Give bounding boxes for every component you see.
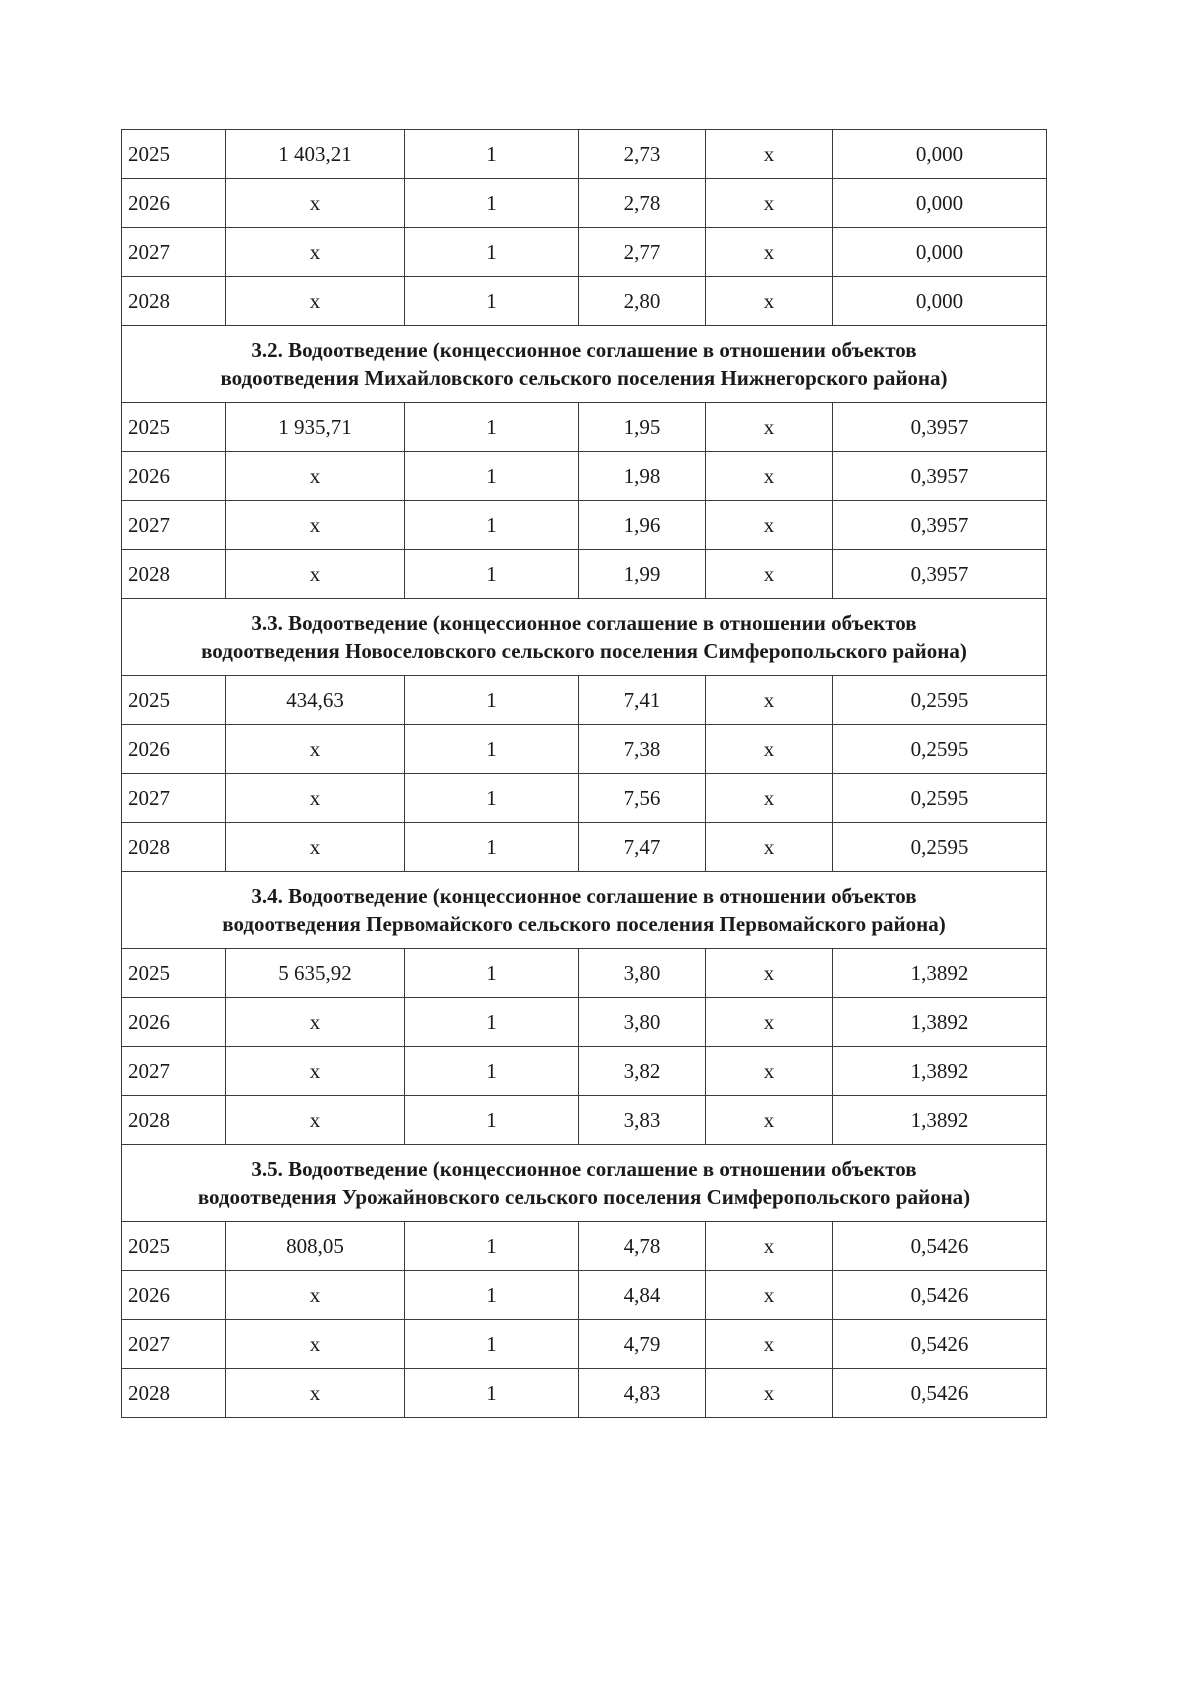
value-cell: 1,98 [579, 452, 706, 501]
section-heading-row [122, 872, 1047, 949]
value-cell: 1 [405, 823, 579, 872]
value-cell: 0,000 [833, 277, 1047, 326]
value-cell: 1 [405, 1271, 579, 1320]
table-row [122, 1271, 1047, 1320]
value-cell: 0,000 [833, 130, 1047, 179]
tariff-table [121, 129, 1047, 1418]
year-cell: 2026 [122, 725, 226, 774]
value-cell: 1 [405, 1222, 579, 1271]
table-row [122, 228, 1047, 277]
year-cell: 2027 [122, 501, 226, 550]
value-cell: 0,3957 [833, 403, 1047, 452]
table-row [122, 949, 1047, 998]
value-cell: х [706, 130, 833, 179]
value-cell: 1 [405, 774, 579, 823]
value-cell: х [226, 179, 405, 228]
value-cell: 7,38 [579, 725, 706, 774]
year-cell: 2028 [122, 1369, 226, 1418]
value-cell: х [226, 823, 405, 872]
value-cell: 0,5426 [833, 1271, 1047, 1320]
value-cell: х [226, 725, 405, 774]
value-cell: 808,05 [226, 1222, 405, 1271]
value-cell: х [226, 1271, 405, 1320]
table-row [122, 501, 1047, 550]
value-cell: 1 [405, 1369, 579, 1418]
value-cell: х [706, 403, 833, 452]
value-cell: х [226, 550, 405, 599]
value-cell: 7,47 [579, 823, 706, 872]
section-heading-line: 3.3. Водоотведение (концессионное соглашение в отношении объектов [251, 611, 917, 635]
value-cell: 1 [405, 403, 579, 452]
section-heading-line: 3.5. Водоотведение (концессионное соглашение в отношении объектов [251, 1157, 917, 1181]
value-cell: 0,000 [833, 228, 1047, 277]
section-heading [122, 1145, 1047, 1222]
year-cell: 2027 [122, 774, 226, 823]
value-cell: х [706, 1047, 833, 1096]
value-cell: 1 [405, 998, 579, 1047]
value-cell: 1 [405, 1047, 579, 1096]
table-row [122, 1096, 1047, 1145]
year-cell: 2026 [122, 452, 226, 501]
year-cell: 2028 [122, 550, 226, 599]
value-cell: х [706, 179, 833, 228]
table-row [122, 823, 1047, 872]
value-cell: х [226, 1369, 405, 1418]
value-cell: 0,3957 [833, 452, 1047, 501]
value-cell: 3,80 [579, 949, 706, 998]
value-cell: 1 [405, 949, 579, 998]
value-cell: х [706, 1271, 833, 1320]
table-row [122, 998, 1047, 1047]
value-cell: 2,73 [579, 130, 706, 179]
value-cell: 4,84 [579, 1271, 706, 1320]
value-cell: х [706, 676, 833, 725]
table-row [122, 774, 1047, 823]
table-row [122, 130, 1047, 179]
value-cell: 1 [405, 550, 579, 599]
value-cell: 1,3892 [833, 1047, 1047, 1096]
section-heading-row [122, 599, 1047, 676]
year-cell: 2025 [122, 676, 226, 725]
year-cell: 2027 [122, 228, 226, 277]
year-cell: 2025 [122, 403, 226, 452]
year-cell: 2027 [122, 1047, 226, 1096]
section-heading-line: водоотведения Михайловского сельского поселения Нижнегорского района) [220, 366, 948, 390]
value-cell: 4,79 [579, 1320, 706, 1369]
value-cell: 1 935,71 [226, 403, 405, 452]
table-row [122, 1047, 1047, 1096]
value-cell: 5 635,92 [226, 949, 405, 998]
year-cell: 2028 [122, 823, 226, 872]
year-cell: 2027 [122, 1320, 226, 1369]
value-cell: х [226, 452, 405, 501]
value-cell: х [706, 823, 833, 872]
value-cell: 7,41 [579, 676, 706, 725]
section-heading-line: 3.2. Водоотведение (концессионное соглашение в отношении объектов [251, 338, 917, 362]
value-cell: 1 [405, 676, 579, 725]
value-cell: 2,77 [579, 228, 706, 277]
value-cell: 1 [405, 277, 579, 326]
table-row [122, 452, 1047, 501]
value-cell: 1 [405, 130, 579, 179]
value-cell: 1 [405, 228, 579, 277]
value-cell: 0,5426 [833, 1369, 1047, 1418]
value-cell: 0,5426 [833, 1222, 1047, 1271]
section-heading-line: водоотведения Урожайновского сельского поселения Симферопольского района) [197, 1185, 971, 1209]
value-cell: х [706, 550, 833, 599]
value-cell: 2,78 [579, 179, 706, 228]
year-cell: 2026 [122, 1271, 226, 1320]
table-row [122, 1320, 1047, 1369]
section-heading-line: водоотведения Первомайского сельского поселения Первомайского района) [222, 912, 946, 936]
section-heading-row [122, 1145, 1047, 1222]
value-cell: х [706, 228, 833, 277]
value-cell: 0,2595 [833, 676, 1047, 725]
year-cell: 2025 [122, 1222, 226, 1271]
value-cell: х [706, 998, 833, 1047]
table-row [122, 277, 1047, 326]
value-cell: 1 [405, 725, 579, 774]
table-row [122, 550, 1047, 599]
section-heading [122, 599, 1047, 676]
value-cell: х [706, 277, 833, 326]
value-cell: 1 [405, 1096, 579, 1145]
value-cell: х [706, 1222, 833, 1271]
value-cell: х [226, 501, 405, 550]
value-cell: 7,56 [579, 774, 706, 823]
value-cell: 0,2595 [833, 823, 1047, 872]
value-cell: 1 [405, 1320, 579, 1369]
section-heading [122, 326, 1047, 403]
value-cell: х [706, 452, 833, 501]
year-cell: 2025 [122, 130, 226, 179]
year-cell: 2026 [122, 998, 226, 1047]
value-cell: 2,80 [579, 277, 706, 326]
table-row [122, 725, 1047, 774]
value-cell: х [226, 277, 405, 326]
tariff-table-body [122, 130, 1047, 1418]
value-cell: х [706, 949, 833, 998]
section-heading-line: водоотведения Новоселовского сельского поселения Симферопольского района) [201, 639, 967, 663]
value-cell: 0,5426 [833, 1320, 1047, 1369]
value-cell: х [226, 998, 405, 1047]
value-cell: х [706, 501, 833, 550]
value-cell: 4,83 [579, 1369, 706, 1418]
section-heading-line: 3.4. Водоотведение (концессионное соглашение в отношении объектов [251, 884, 917, 908]
value-cell: 1 [405, 179, 579, 228]
value-cell: х [226, 1047, 405, 1096]
value-cell: 0,000 [833, 179, 1047, 228]
value-cell: 3,80 [579, 998, 706, 1047]
section-heading [122, 872, 1047, 949]
value-cell: 3,83 [579, 1096, 706, 1145]
table-row [122, 1222, 1047, 1271]
value-cell: х [226, 228, 405, 277]
value-cell: 0,2595 [833, 774, 1047, 823]
section-heading-row [122, 326, 1047, 403]
value-cell: 1 [405, 452, 579, 501]
year-cell: 2028 [122, 277, 226, 326]
table-row [122, 676, 1047, 725]
value-cell: 1 403,21 [226, 130, 405, 179]
value-cell: 1,95 [579, 403, 706, 452]
value-cell: 3,82 [579, 1047, 706, 1096]
year-cell: 2026 [122, 179, 226, 228]
value-cell: 1 [405, 501, 579, 550]
table-row [122, 1369, 1047, 1418]
value-cell: х [226, 774, 405, 823]
value-cell: х [706, 725, 833, 774]
table-row [122, 179, 1047, 228]
value-cell: х [706, 1369, 833, 1418]
table-row [122, 403, 1047, 452]
value-cell: 0,2595 [833, 725, 1047, 774]
value-cell: 1,96 [579, 501, 706, 550]
value-cell: 0,3957 [833, 550, 1047, 599]
value-cell: 1,3892 [833, 949, 1047, 998]
value-cell: 1,99 [579, 550, 706, 599]
year-cell: 2028 [122, 1096, 226, 1145]
value-cell: х [706, 1096, 833, 1145]
year-cell: 2025 [122, 949, 226, 998]
value-cell: 1,3892 [833, 998, 1047, 1047]
value-cell: 434,63 [226, 676, 405, 725]
value-cell: 4,78 [579, 1222, 706, 1271]
value-cell: 0,3957 [833, 501, 1047, 550]
value-cell: х [706, 774, 833, 823]
value-cell: х [706, 1320, 833, 1369]
value-cell: х [226, 1320, 405, 1369]
value-cell: х [226, 1096, 405, 1145]
value-cell: 1,3892 [833, 1096, 1047, 1145]
